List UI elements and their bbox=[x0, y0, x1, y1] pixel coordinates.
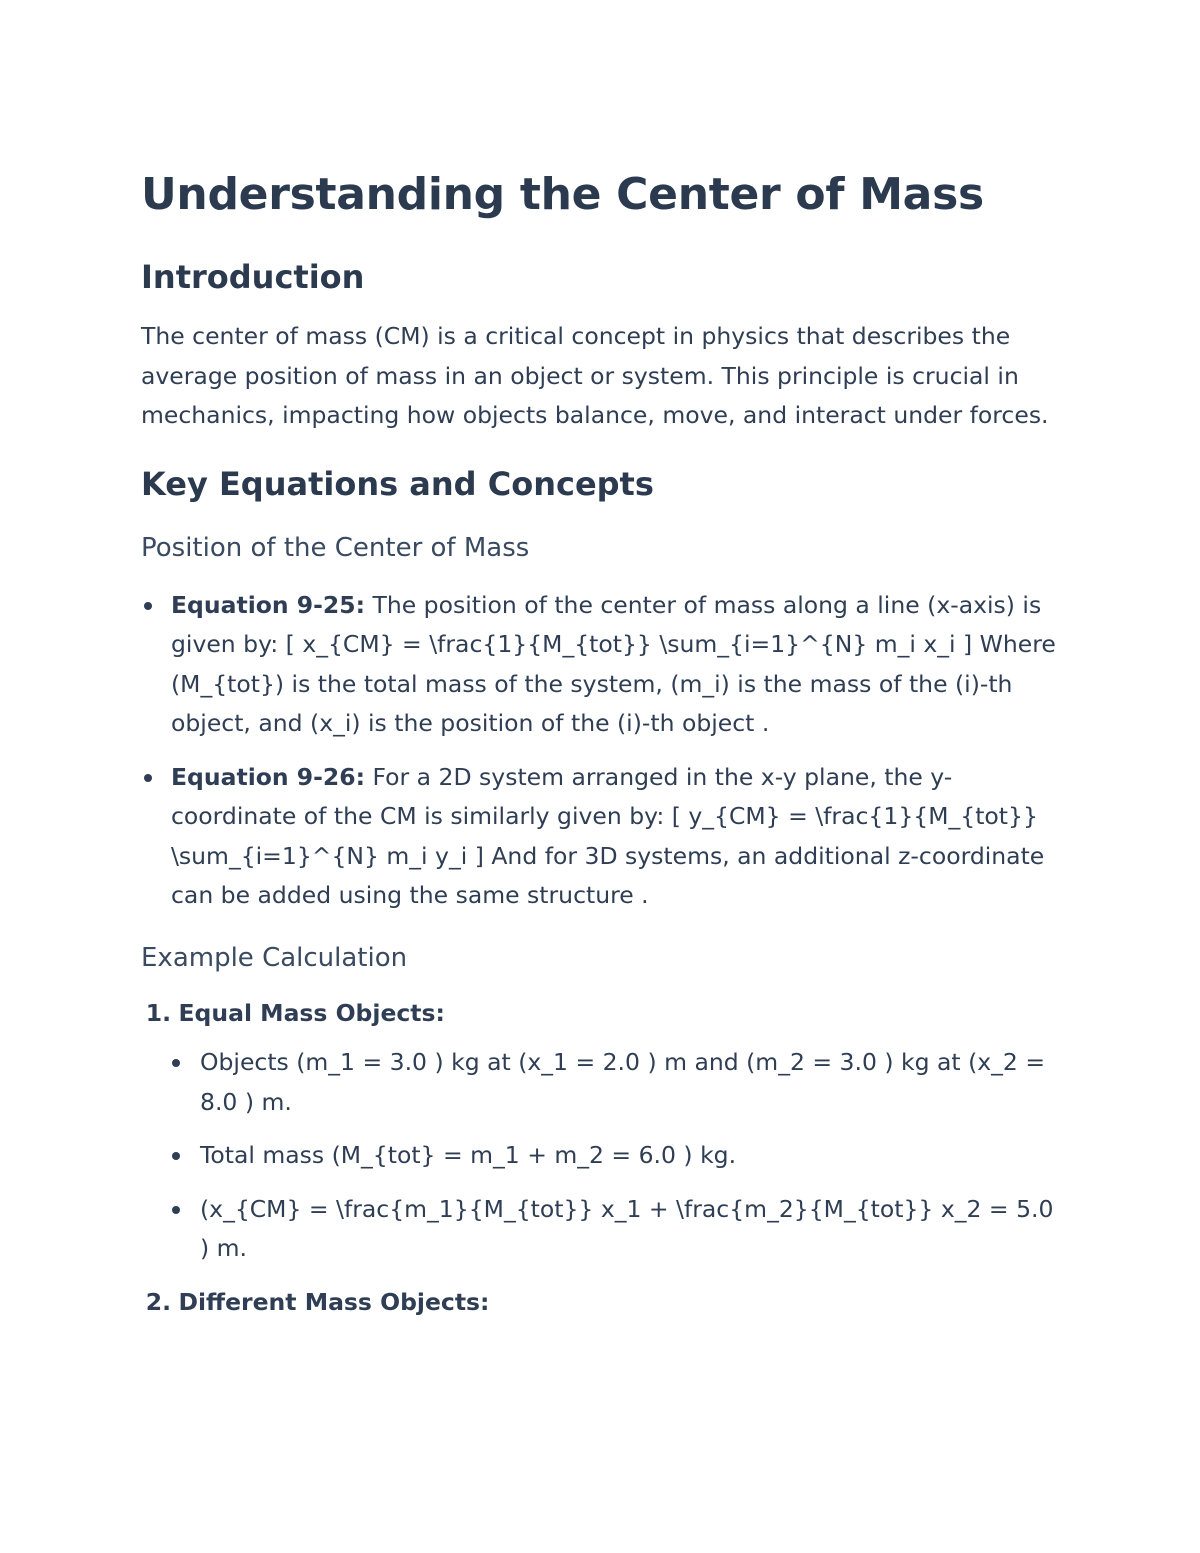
example-number: 2. bbox=[145, 1287, 171, 1316]
key-equations-heading: Key Equations and Concepts bbox=[141, 464, 654, 503]
document-title: Understanding the Center of Mass bbox=[141, 169, 984, 220]
list-item: (x_{CM} = \frac{m_1}{M_{tot}} x_1 + \frac{m_2}{M_{tot}} x_2 = 5.0 ) m. bbox=[200, 1190, 1060, 1269]
list-item bbox=[141, 758, 1060, 916]
example-number: 1. bbox=[145, 998, 171, 1027]
equation-label: Equation 9-25: bbox=[171, 590, 366, 619]
position-of-cm-heading: Position of the Center of Mass bbox=[141, 532, 530, 563]
list-item bbox=[141, 586, 1060, 744]
equation-text: For a 2D system arranged in the x-y plane, the y-coordinate of the CM is similarly given by: [ y_{CM} = \frac{1}{M_{tot}} \sum_{i=1}^{N} m_i y_i ] And for 3D systems, an additional z-coordinate can be added using the same structure . bbox=[171, 762, 1045, 909]
equation-text: The position of the center of mass along a line (x-axis) is given by: [ x_{CM} = \frac{1}{M_{tot}} \sum_{i=1}^{N} m_i x_i ] Where (M_{tot}) is the total mass of the system, (m_i) is the mass of the (i)-th object, and (x_i) is the position of the (i)-th object . bbox=[171, 590, 1056, 737]
equations-list bbox=[141, 586, 1060, 916]
example-label: Different Mass Objects: bbox=[178, 1287, 490, 1316]
example-label: Equal Mass Objects: bbox=[178, 998, 445, 1027]
introduction-heading: Introduction bbox=[141, 258, 365, 296]
list-item bbox=[141, 1283, 1060, 1323]
examples-list bbox=[141, 994, 1060, 1323]
list-item bbox=[141, 994, 1060, 1269]
example-calculation-heading: Example Calculation bbox=[141, 942, 408, 973]
equation-label: Equation 9-26: bbox=[171, 762, 366, 791]
list-item: Total mass (M_{tot} = m_1 + m_2 = 6.0 ) kg. bbox=[200, 1136, 1060, 1176]
example-sublist bbox=[141, 1043, 1060, 1269]
list-item: Objects (m_1 = 3.0 ) kg at (x_1 = 2.0 ) m and (m_2 = 3.0 ) kg at (x_2 = 8.0 ) m. bbox=[200, 1043, 1060, 1122]
introduction-paragraph: The center of mass (CM) is a critical concept in physics that describes the average position of mass in an object or system. This principle is crucial in mechanics, impacting how objects balance, move, and interact under forces. bbox=[141, 322, 1049, 429]
